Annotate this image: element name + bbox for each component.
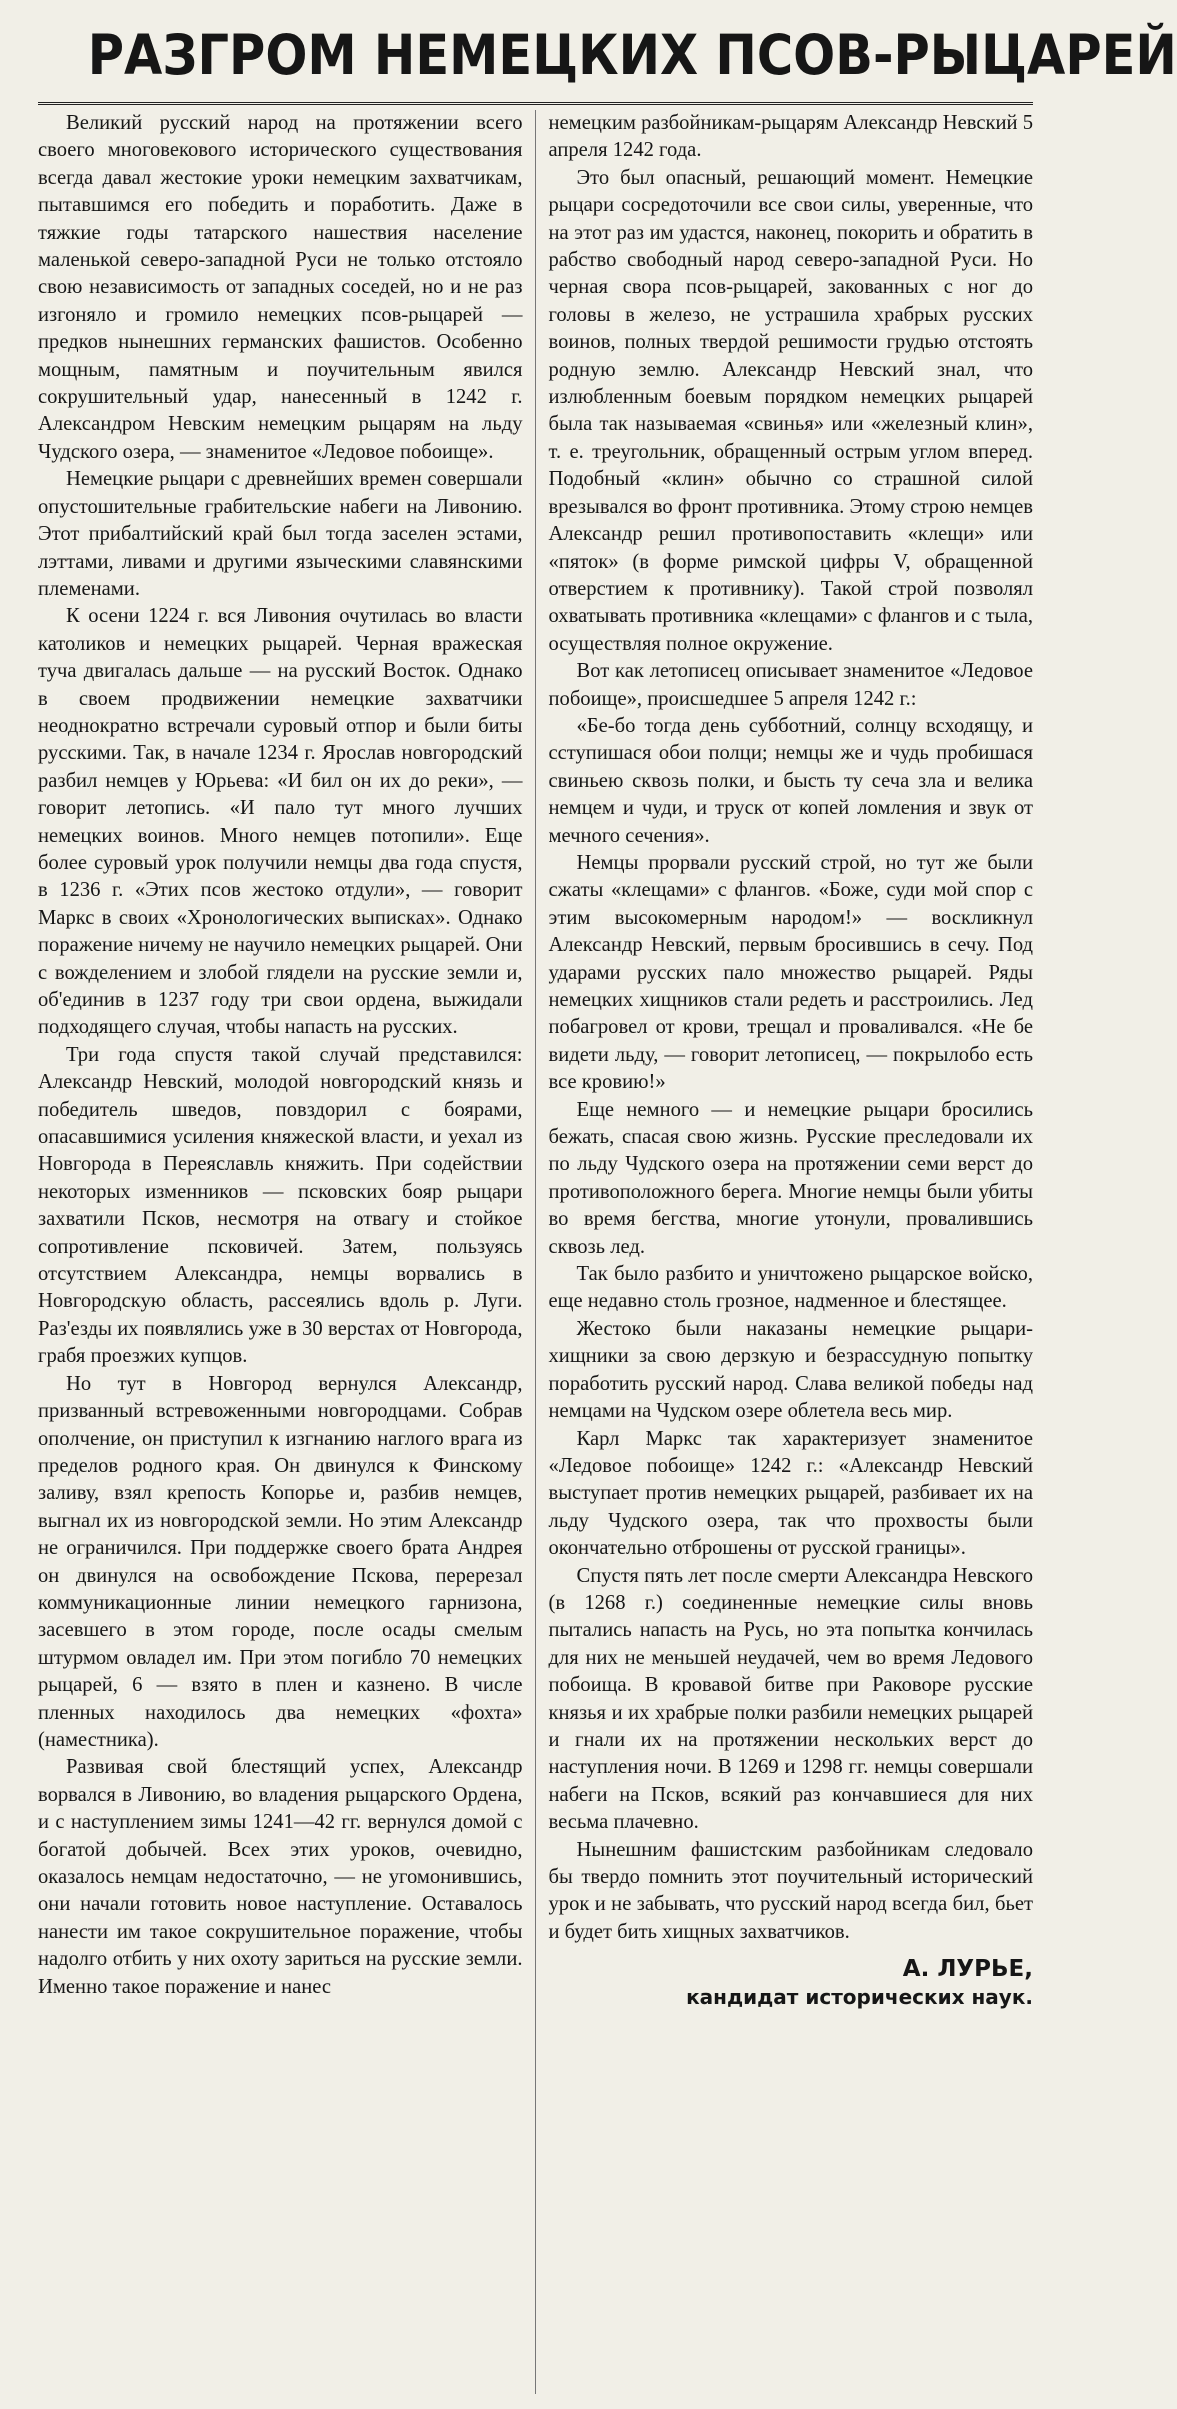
paragraph: Три года спустя такой случай представился: Александр Невский, молодой новгородский князь и победитель шведов, повздорил с боярами, опасавшимися усиления княжеской власти, и уехал из Новгорода в Переяславль княжить. При содействии некоторых изменников — псковских бояр рыцари захватили Псков, несмотря на отвагу и стойкое сопротивление псковичей. Затем, пользуясь отсутствием Александра, немцы ворвались в Новгородскую область, рассеялись вдоль р. Луги. Раз'езды их появлялись уже в 30 верстах от Новгорода, грабя проезжих купцов. bbox=[38, 1043, 523, 1368]
paragraph: Это был опасный, решающий момент. Немецкие рыцари сосредоточили все свои силы, уверенные, что на этот раз им удастся, наконец, покорить и обратить в рабство свободный народ северо-западной Руси. Но черная свора псов-рыцарей, закованных с ног до головы в железо, не устрашила храбрых русских воинов, полных твердой решимости грудью отстоять родную землю. Александр Невский знал, что излюбленным боевым порядком немецких рыцарей была так называемая «свинья» или «железный клин», т. е. треугольник, обращенный острым углом вперед. Подобный «клин» обычно со страшной силой врезывался во фронт противника. Этому строю немцев Александр решил противопоставить «клещи» или «пяток» (в форме римской цифры V, обращенной отверстием к противнику). Такой строй позволял охватывать противника «клещами» с флангов и с тыла, осуществляя полное окружение. bbox=[548, 166, 1033, 655]
paragraph: К осени 1224 г. вся Ливония очутилась во власти католиков и немецких рыцарей. Черная вражеская туча двигалась дальше — на русский Восток. Однако в своем продвижении немецкие захватчики неоднократно встречали суровый отпор и были биты русскими. Так, в начале 1234 г. Ярослав новгородский разбил немцев у Юрьева: «И бил он их до реки», — говорит летопись. «И пало тут много лучших немецких воинов. Много немцев потопили». Еще более суровый урок получили немцы два года спустя, в 1236 г. «Этих псов жестоко отдули», — говорит Маркс в своих «Хронологических выписках». Однако поражение ничему не научило немецких рыцарей. Они с вожделением и злобой глядели на русские земли и, об'единив в 1237 году три свои ордена, выжидали подходящего случая, чтобы напасть на русских. bbox=[38, 605, 523, 1039]
paragraph: Нынешним фашистским разбойникам следовало бы твердо помнить этот поучительный исторический урок и не забывать, что русский народ всегда бил, бьет и будет бить хищных захватчиков. bbox=[548, 1838, 1033, 1943]
article-body bbox=[38, 110, 1033, 2394]
paragraph: Немцы прорвали русский строй, но тут же были сжаты «клещами» с флангов. «Боже, суди мой спор с этим высокомерным народом!» — воскликнул Александр Невский, первым бросившись в сечу. Под ударами русских пало множество рыцарей. Ряды немецких хищников стали редеть и расстроились. Лед побагровел от крови, трещал и проваливался. «Не бе видети льду, — говорит летописец, — покрылобо есть все кровию!» bbox=[548, 851, 1033, 1094]
article-headline: РАЗГРОМ НЕМЕЦКИХ ПСОВ-РЫЦАРЕЙ bbox=[87, 23, 1177, 87]
paragraph: Великий русский народ на протяжении всего своего многовекового исторического существования всегда давал жестокие уроки немецким захватчикам, пытавшимся его победить и поработить. Даже в тяжкие годы татарского нашествия население маленькой северо-западной Руси не только отстояло свою независимость от западных соседей, но и не раз изгоняло и громило немецких псов-рыцарей — предков нынешних германских фашистов. Особенно мощным, памятным и поучительным явился сокрушительный удар, нанесенный в 1242 г. Александром Невским немецким рыцарям на льду Чудского озера, — знаменитое «Ледовое побоище». bbox=[38, 112, 523, 463]
paragraph: Жестоко были наказаны немецкие рыцари-хищники за свою дерзкую и безрассудную попытку поработить русский народ. Слава великой победы над немцами на Чудском озере облетела весь мир. bbox=[548, 1317, 1033, 1423]
headline-divider bbox=[38, 102, 1033, 105]
paragraph: Развивая свой блестящий успех, Александр ворвался в Ливонию, во владения рыцарского Ордена, и с наступлением зимы 1241—42 гг. вернулся домой с богатой добычей. Всех этих уроков, очевидно, оказалось немцам недостаточно, — не угомонившись, они начали готовить новое наступление. Оставалось нанести им такое сокрушительное поражение, чтобы надолго отбить у них охоту зариться на русские земли. Именно такое поражение и нанес bbox=[38, 1756, 523, 1998]
paragraph: Так было разбито и уничтожено рыцарское войско, еще недавно столь грозное, надменное и блестящее. bbox=[548, 1263, 1033, 1313]
right-column bbox=[549, 110, 1034, 2394]
chronicle-quote: «Бе-бо тогда день субботний, солнцу всходящу, и сступишася обои полци; немцы же и чудь пробишася свиньею сквозь полки, и бысть ту сеча зла и велика немцем и чуди, и труск от копей ломления и звук от мечного сечения». bbox=[548, 714, 1033, 847]
paragraph: Но тут в Новгород вернулся Александр, призванный встревоженными новгородцами. Собрав ополчение, он приступил к изгнанию наглого врага из пределов родного края. Он двинулся к Финскому заливу, взял крепость Копорье и, разбив немцев, выгнал их из новгородской земли. Но этим Александр не ограничился. При поддержке своего брата Андрея он двинулся на освобождение Пскова, перерезал коммуникационные линии немецкого гарнизона, засевшего в этом городе, после осады смелым штурмом овладел им. При этом погибло 70 немецких рыцарей, 6 — взято в плен и казнено. В числе пленных находилось два немецких «фохта» (наместника). bbox=[38, 1372, 523, 1751]
author-title: кандидат исторических наук. bbox=[686, 1985, 1033, 2010]
paragraph: Спустя пять лет после смерти Александра Невского (в 1268 г.) соединенные немецкие силы вновь пытались напасть на Русь, но эта попытка кончилась для них не меньшей неудачей, чем во время Ледового побоища. В кровавой битве при Раковоре русские князья и их храбрые полки разбили немецких рыцарей и гнали их на протяжении нескольких верст до наступления ночи. В 1269 и 1298 гг. немцы совершали набеги на Псков, всякий раз кончавшиеся для них весьма плачевно. bbox=[548, 1564, 1033, 1834]
paragraph-continuation: немецким разбойникам-рыцарям Александр Невский 5 апреля 1242 года. bbox=[548, 112, 1033, 162]
paragraph: Вот как летописец описывает знаменитое «Ледовое побоище», происшедшее 5 апреля 1242 г.: bbox=[548, 660, 1033, 710]
author-signature bbox=[549, 1954, 1034, 2010]
author-name: А. ЛУРЬЕ, bbox=[902, 1956, 1033, 1983]
paragraph: Карл Маркс так характеризует знаменитое «Ледовое побоище» 1242 г.: «Александр Невский выступает против немецких рыцарей, разбивает их на льду Чудского озера, так что прохвосты были окончательно отброшены от русской границы». bbox=[548, 1427, 1033, 1560]
paragraph: Еще немного — и немецкие рыцари бросились бежать, спасая свою жизнь. Русские преследовали их по льду Чудского озера на протяжении семи верст до противоположного берега. Многие немцы были убиты во время бегства, многие утонули, провалившись сквозь лед. bbox=[548, 1098, 1033, 1258]
left-column bbox=[38, 110, 523, 2394]
paragraph: Немецкие рыцари с древнейших времен совершали опустошительные грабительские набеги на Ливонию. Этот прибалтийский край был тогда заселен эстами, лэттами, ливами и другими языческими славянскими племенами. bbox=[38, 468, 523, 600]
